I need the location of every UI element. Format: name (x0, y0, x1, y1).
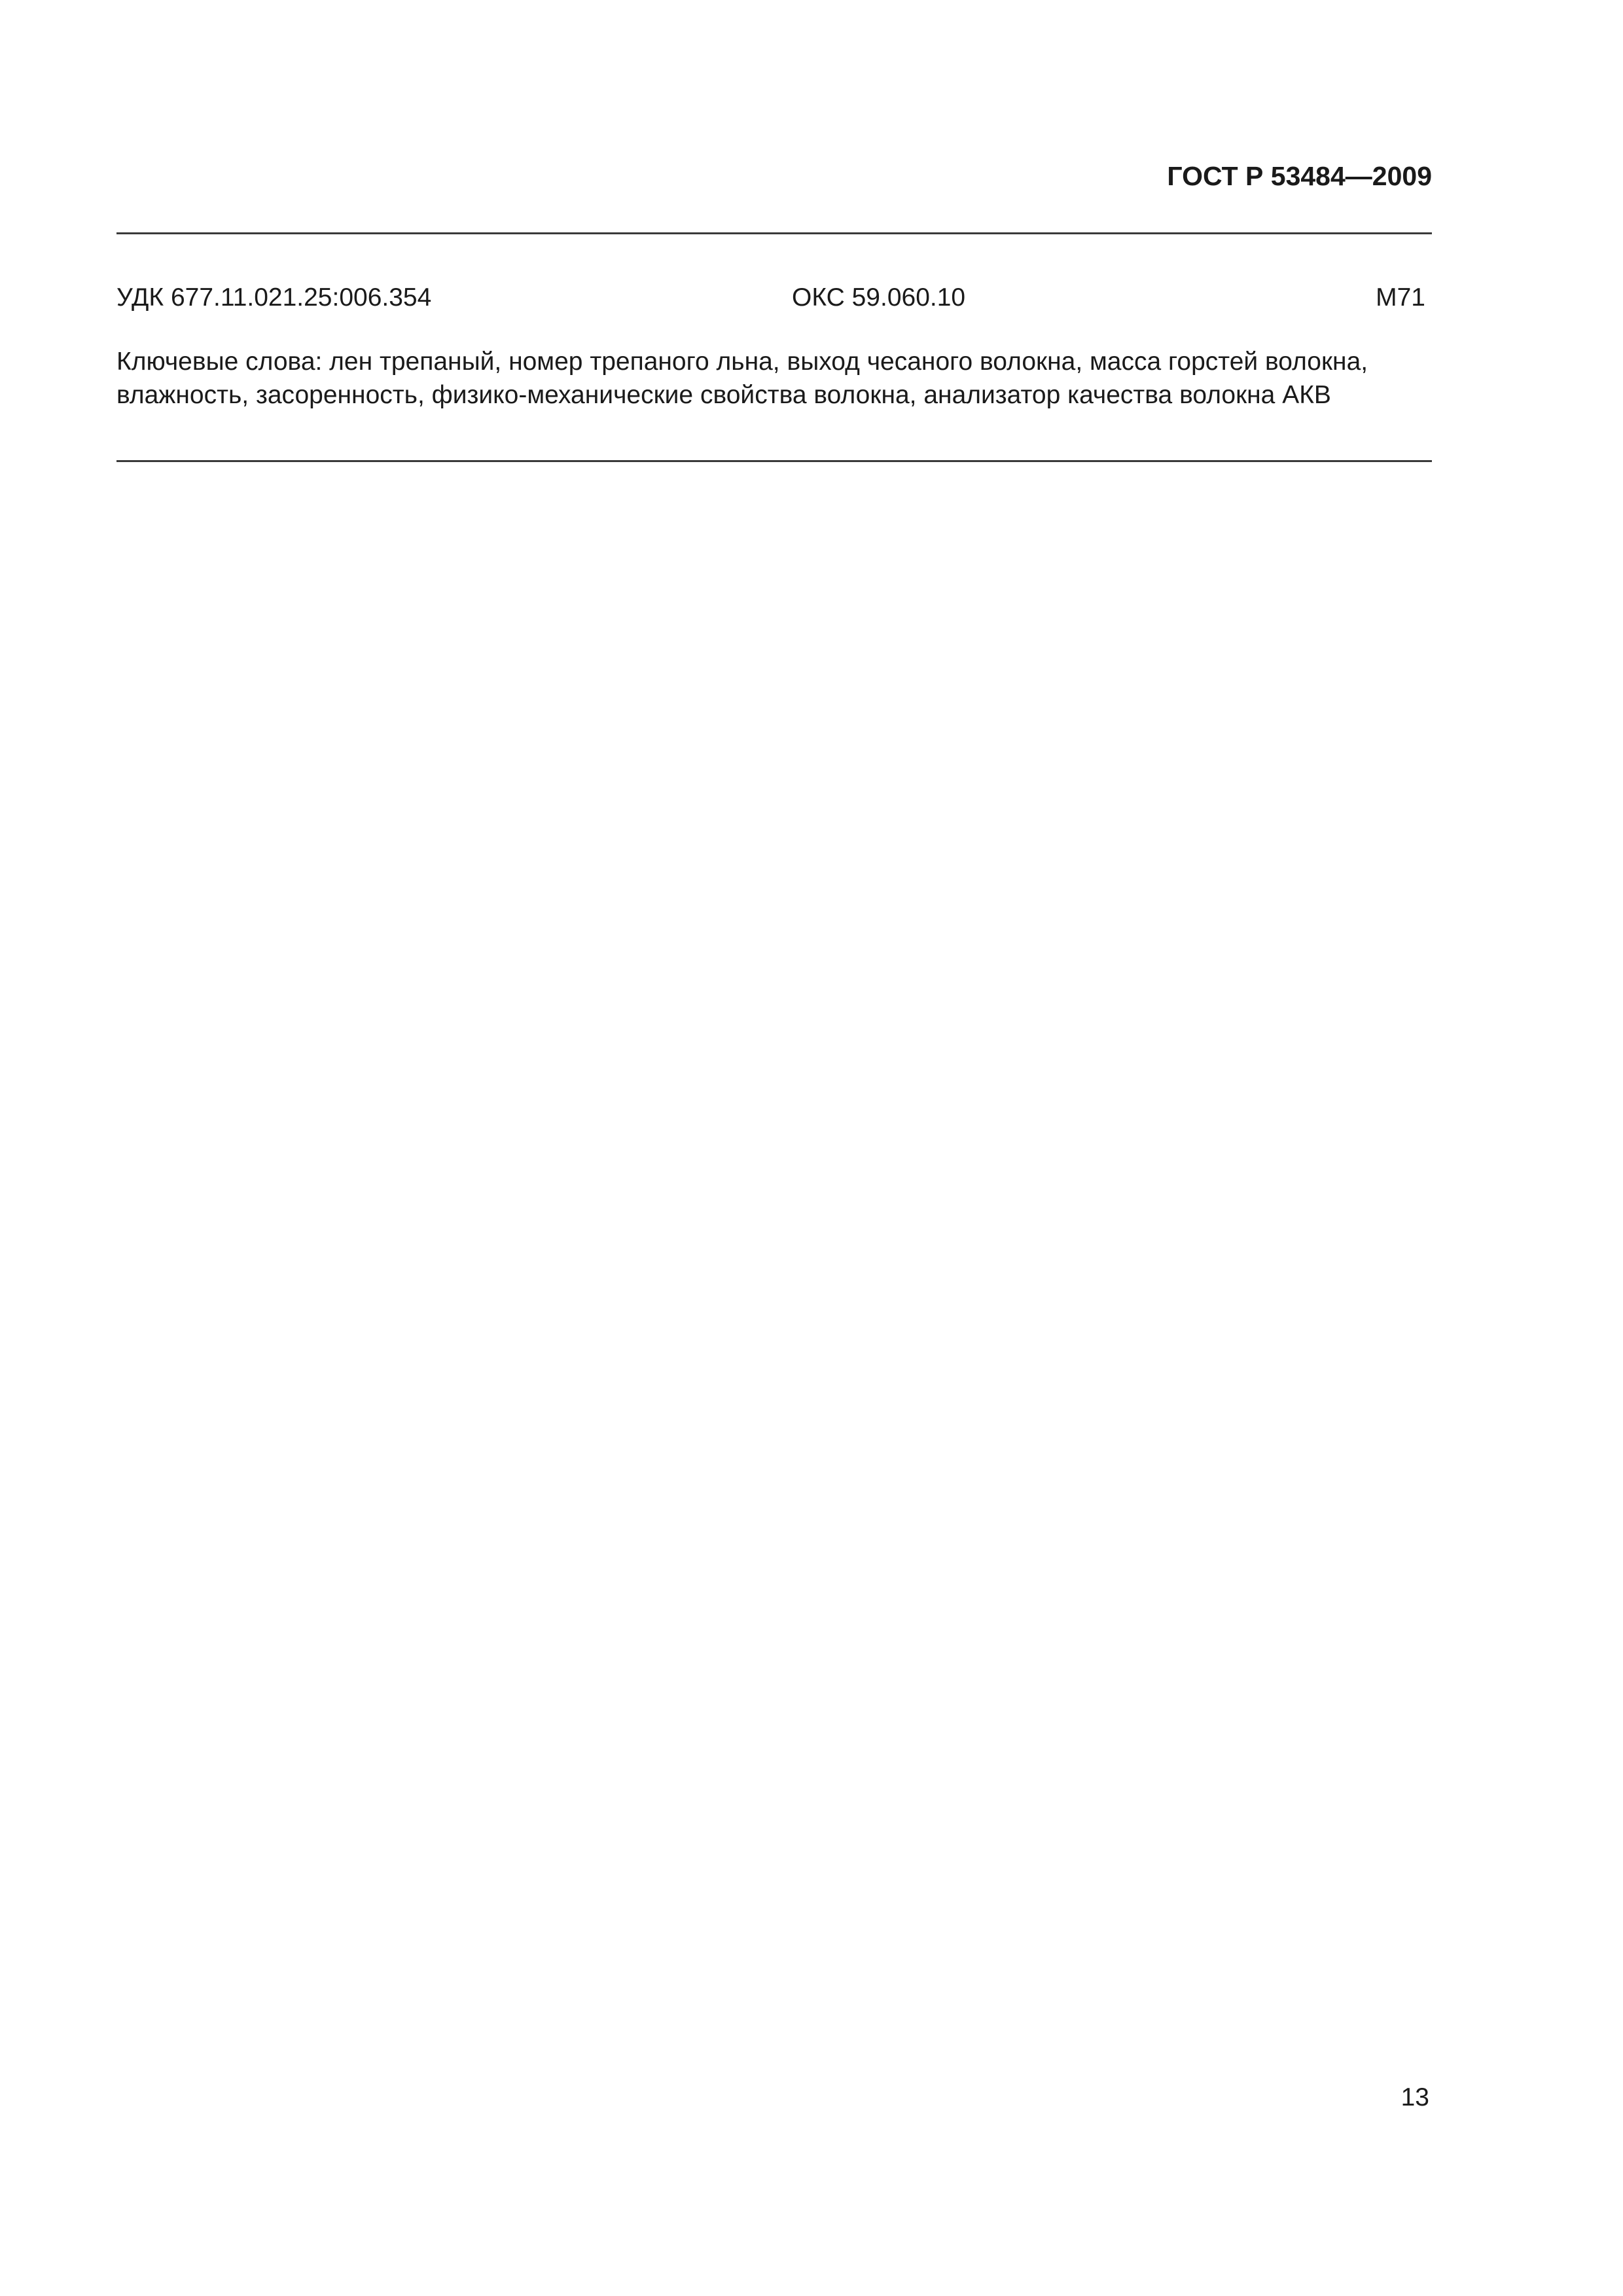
keywords-block (116, 345, 1435, 412)
group-code: М71 (1376, 283, 1425, 312)
udk-code: УДК 677.11.021.25:006.354 (116, 283, 432, 312)
standard-code: ГОСТ Р 53484—2009 (1167, 161, 1432, 191)
keywords-line: Ключевые слова: лен трепаный, номер трепаного льна, выход чесаного волокна, масса горстей волокна, (116, 348, 1368, 376)
keywords-line: влажность, засоренность, физико-механические свойства волокна, анализатор качества волокна АКВ (116, 381, 1331, 409)
page-number: 13 (1400, 2083, 1429, 2111)
bottom-divider (116, 460, 1432, 462)
oks-code: ОКС 59.060.10 (792, 283, 966, 312)
top-divider (116, 232, 1432, 234)
classification-row (116, 283, 1432, 316)
